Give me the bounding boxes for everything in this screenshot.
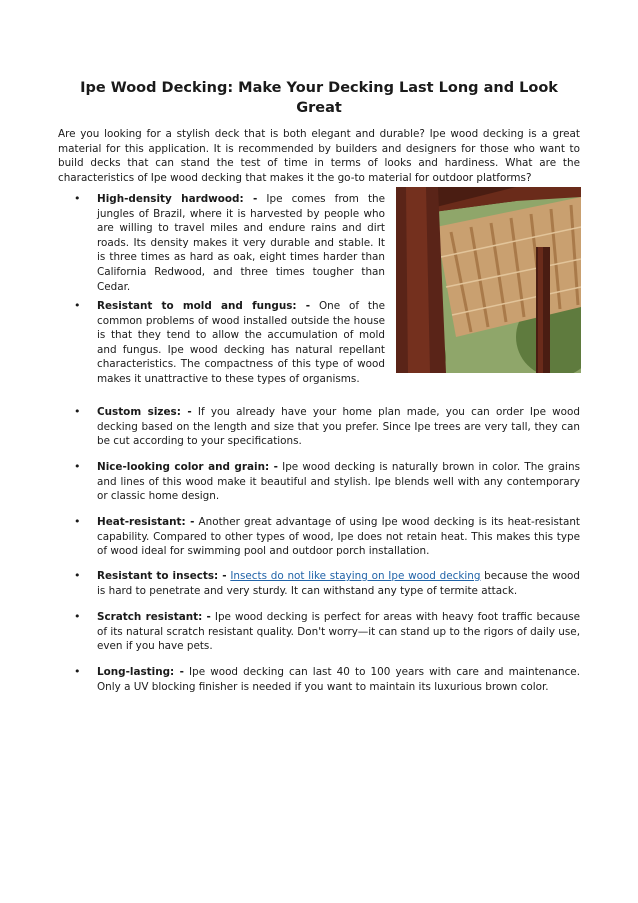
bullet-text: because the wood is hard to penetrate and very sturdy. It can withstand any type of termite attack. xyxy=(97,570,581,597)
insects-link[interactable]: Insects do not like staying on Ipe wood decking xyxy=(230,570,481,582)
bullet-text: Ipe wood decking is perfect for areas with heavy foot traffic because of its natural scratch resistant quality. Don't worry—it can stand up to the rigors of daily use, even if you have pets. xyxy=(97,611,580,653)
bullet-dot: • xyxy=(74,460,81,473)
bullet-insects xyxy=(74,569,581,598)
bullet-text: If you already have your home plan made, you can order Ipe wood decking based on the length and size that you prefer. Since Ipe trees are very tall, they can be cut according to your specifications. xyxy=(97,406,580,448)
bullet-color-grain xyxy=(74,460,580,504)
bullet-dot: • xyxy=(74,665,81,678)
bullet-mold-fungus xyxy=(74,299,385,387)
bullet-dot: • xyxy=(74,405,81,418)
bullet-heat-resistant xyxy=(74,515,580,559)
bullet-text: Ipe wood decking is naturally brown in color. The grains and lines of this wood make it beautiful and stylish. Ipe blends well with any contemporary or classic home design. xyxy=(97,461,580,503)
bullet-long-lasting xyxy=(74,665,580,694)
bullet-heading: Scratch resistant: - xyxy=(97,611,211,623)
bullet-text: Ipe wood decking can last 40 to 100 years with care and maintenance. Only a UV blocking finisher is needed if you want to maintain its luxurious brown color. xyxy=(97,666,580,693)
bullet-text: One of the common problems of wood installed outside the house is that they tend to allow the accumulation of mold and fungus. Ipe wood decking has natural repellant characteristics. The compactness of this type of wood makes it unattractive to these types of organisms. xyxy=(97,300,385,385)
intro-paragraph: Are you looking for a stylish deck that is both elegant and durable? Ipe wood decking is a great material for this application. It is recommended by builders and designers for those who want to build decks that can stand the test of time in terms of looks and hardiness. What are the characteristics of Ipe wood decking that makes it the go-to material for outdoor platforms? xyxy=(58,128,580,184)
bullet-dot: • xyxy=(74,515,81,528)
bullet-heading: Resistant to mold and fungus: - xyxy=(97,300,311,312)
bullet-high-density xyxy=(74,192,385,294)
bullet-custom-sizes xyxy=(74,405,580,449)
bullet-heading: High-density hardwood: - xyxy=(97,193,258,205)
bullet-dot: • xyxy=(74,610,81,623)
bullet-dot: • xyxy=(74,569,81,582)
bullet-text: Another great advantage of using Ipe wood decking is its heat-resistant capability. Compared to other types of wood, Ipe does not retain heat. This makes this type of wood ideal for swimming pool and outdoor porch installation. xyxy=(97,516,580,558)
page-title: Ipe Wood Decking: Make Your Decking Last Long and Look Great xyxy=(80,80,558,116)
bullet-text: Ipe comes from the jungles of Brazil, where it is harvested by people who are willing to travel miles and endure rains and dirt roads. Its density makes it very durable and stable. It is three times as hard as oak, eight times harder than California Redwood, and three times tougher than Cedar. xyxy=(97,193,385,293)
bullet-heading: Nice-looking color and grain: - xyxy=(97,461,278,473)
bullet-dot: • xyxy=(74,192,81,205)
bullet-heading: Resistant to insects: - xyxy=(97,570,227,582)
bullet-heading: Custom sizes: - xyxy=(97,406,192,418)
bullet-scratch-resistant xyxy=(74,610,580,654)
deck-underside-photo xyxy=(396,187,581,373)
bullet-heading: Heat-resistant: - xyxy=(97,516,195,528)
bullet-heading: Long-lasting: - xyxy=(97,666,184,678)
bullet-dot: • xyxy=(74,299,81,312)
